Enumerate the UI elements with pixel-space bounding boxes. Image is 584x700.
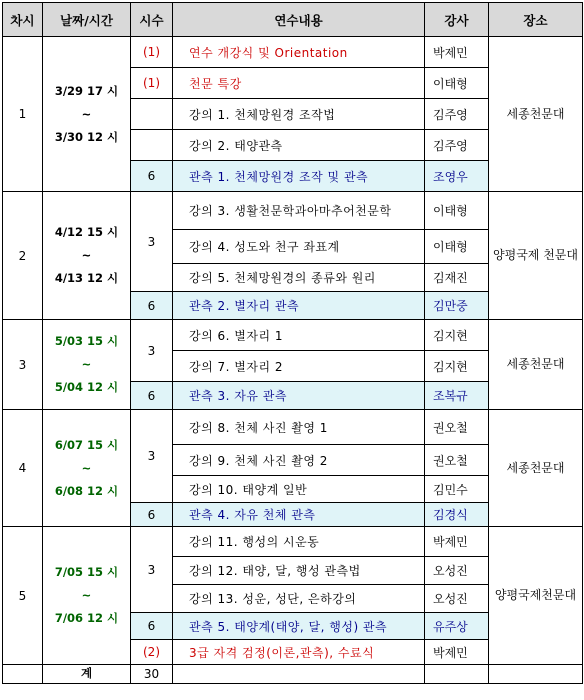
content-cell: 강의 8. 천체 사진 촬영 1 [173, 410, 425, 445]
instructor-cell: 오성진 [425, 585, 489, 613]
instructor-cell: 권오철 [425, 445, 489, 476]
date-tilde: ~ [81, 106, 92, 121]
hours-cell: 6 [131, 382, 173, 410]
content-cell: 강의 6. 별자리 1 [173, 320, 425, 351]
instructor-cell: 박제민 [425, 640, 489, 665]
hours-cell: 3 [131, 410, 173, 503]
hours-cell: 6 [131, 161, 173, 192]
table-row [3, 410, 583, 445]
content-cell: 강의 10. 태양계 일반 [173, 476, 425, 503]
session-date [43, 527, 131, 665]
instructor-cell: 박제민 [425, 37, 489, 68]
content-cell: 강의 11. 행성의 시운동 [173, 527, 425, 557]
header-session: 차시 [3, 3, 43, 37]
content-cell: 관측 2. 별자리 관측 [173, 292, 425, 320]
total-row [3, 665, 583, 684]
hours-cell: (2) [131, 640, 173, 665]
total-empty-cell [3, 665, 43, 684]
instructor-cell: 이태형 [425, 230, 489, 264]
table-row [3, 192, 583, 230]
session-date [43, 192, 131, 320]
total-empty-cell [173, 665, 425, 684]
header-datetime: 날짜/시간 [43, 3, 131, 37]
date-start: 6/07 15 시 [54, 437, 119, 452]
instructor-cell: 권오철 [425, 410, 489, 445]
content-cell: 강의 3. 생활천문학과아마추어천문학 [173, 192, 425, 230]
instructor-cell: 김민수 [425, 476, 489, 503]
content-cell: 관측 5. 태양계(태양, 달, 행성) 관측 [173, 613, 425, 640]
hours-cell [131, 130, 173, 161]
content-cell: 연수 개강식 및 Orientation [173, 37, 425, 68]
instructor-cell: 김만중 [425, 292, 489, 320]
total-label: 계 [43, 665, 131, 684]
session-number: 2 [3, 192, 43, 320]
hours-cell: (1) [131, 68, 173, 99]
content-cell: 강의 1. 천체망원경 조작법 [173, 99, 425, 130]
header-place: 장소 [489, 3, 583, 37]
content-cell: 강의 12. 태양, 달, 행성 관측법 [173, 557, 425, 585]
date-end: 4/13 12 시 [54, 271, 119, 285]
place-cell: 세종천문대 [489, 410, 583, 527]
instructor-cell: 이태형 [425, 68, 489, 99]
hours-cell: 3 [131, 320, 173, 382]
instructor-cell: 이태형 [425, 192, 489, 230]
date-tilde: ~ [81, 248, 92, 262]
hours-cell: 6 [131, 503, 173, 527]
content-cell: 강의 4. 성도와 천구 좌표계 [173, 230, 425, 264]
header-content: 연수내용 [173, 3, 425, 37]
instructor-cell: 김재진 [425, 264, 489, 292]
place-cell: 양평국제 천문대 [489, 192, 583, 320]
hours-cell: 3 [131, 192, 173, 292]
hours-cell: 3 [131, 527, 173, 613]
content-cell: 관측 4. 자유 천체 관측 [173, 503, 425, 527]
content-cell: 강의 9. 천체 사진 촬영 2 [173, 445, 425, 476]
session-date [43, 320, 131, 410]
date-tilde: ~ [81, 460, 92, 475]
session-number: 5 [3, 527, 43, 665]
hours-cell: (1) [131, 37, 173, 68]
content-cell: 관측 1. 천체망원경 조작 및 관측 [173, 161, 425, 192]
content-cell: 관측 3. 자유 관측 [173, 382, 425, 410]
schedule-table [2, 2, 583, 684]
place-cell: 양평국제천문대 [489, 527, 583, 665]
content-cell: 3급 자격 검정(이론,관측), 수료식 [173, 640, 425, 665]
content-cell: 강의 2. 태양관측 [173, 130, 425, 161]
date-end: 6/08 12 시 [54, 483, 119, 498]
instructor-cell: 유주상 [425, 613, 489, 640]
hours-cell [131, 99, 173, 130]
header-row [3, 3, 583, 37]
instructor-cell: 박제민 [425, 527, 489, 557]
hours-cell: 6 [131, 292, 173, 320]
instructor-cell: 김지현 [425, 351, 489, 382]
instructor-cell: 김경식 [425, 503, 489, 527]
date-end: 3/30 12 시 [54, 129, 119, 144]
header-instructor: 강사 [425, 3, 489, 37]
header-hours: 시수 [131, 3, 173, 37]
date-start: 3/29 17 시 [54, 83, 119, 98]
instructor-cell: 조복규 [425, 382, 489, 410]
total-empty-cell [425, 665, 489, 684]
place-cell: 세종천문대 [489, 37, 583, 192]
instructor-cell: 조영우 [425, 161, 489, 192]
table-row [3, 320, 583, 351]
date-end: 5/04 12 시 [54, 380, 119, 394]
session-number: 1 [3, 37, 43, 192]
date-tilde: ~ [81, 588, 92, 602]
total-hours: 30 [131, 665, 173, 684]
instructor-cell: 김주영 [425, 130, 489, 161]
date-start: 4/12 15 시 [54, 225, 119, 239]
date-start: 5/03 15 시 [54, 334, 119, 348]
session-date [43, 37, 131, 192]
date-start: 7/05 15 시 [54, 565, 119, 579]
instructor-cell: 김지현 [425, 320, 489, 351]
date-tilde: ~ [81, 357, 92, 371]
instructor-cell: 오성진 [425, 557, 489, 585]
instructor-cell: 김주영 [425, 99, 489, 130]
session-date [43, 410, 131, 527]
content-cell: 강의 5. 천체망원경의 종류와 원리 [173, 264, 425, 292]
content-cell: 천문 특강 [173, 68, 425, 99]
place-cell: 세종천문대 [489, 320, 583, 410]
total-empty-cell [489, 665, 583, 684]
table-row [3, 527, 583, 557]
content-cell: 강의 13. 성운, 성단, 은하강의 [173, 585, 425, 613]
date-end: 7/06 12 시 [54, 611, 119, 625]
content-cell: 강의 7. 별자리 2 [173, 351, 425, 382]
session-number: 4 [3, 410, 43, 527]
table-row [3, 37, 583, 68]
session-number: 3 [3, 320, 43, 410]
hours-cell: 6 [131, 613, 173, 640]
